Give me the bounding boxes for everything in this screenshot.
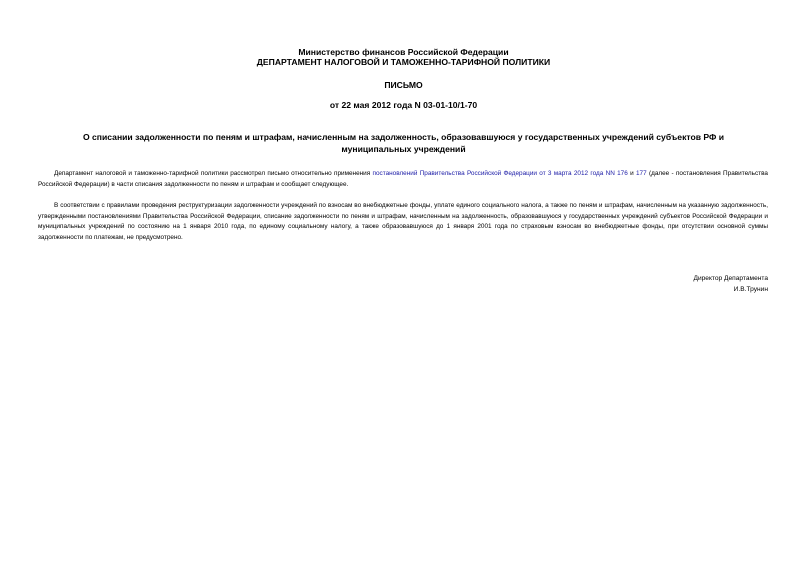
document-title: О списании задолженности по пеням и штрафам, начисленным на задолженность, образовавшуюся у государственных учреждений субъектов РФ и муниципальных учреждений [82, 132, 725, 154]
link-resolutions-176[interactable]: постановлений Правительства Российской Федерации от 3 марта 2012 года NN 176 [372, 170, 628, 177]
document-type: ПИСЬМО [384, 80, 423, 90]
department-name: ДЕПАРТАМЕНТ НАЛОГОВОЙ И ТАМОЖЕННО-ТАРИФНОЙ ПОЛИТИКИ [256, 57, 551, 67]
ministry-name: Министерство финансов Российской Федерации [298, 47, 509, 57]
paragraph-1 [38, 169, 768, 190]
signature-position: Директор Департамента [693, 275, 768, 282]
document-date-number: от 22 мая 2012 года N 03-01-10/1-70 [329, 100, 478, 110]
link-resolution-177[interactable]: 177 [635, 170, 647, 177]
signature-name: И.В.Трунин [733, 286, 768, 293]
paragraph-1-text-end: (далее - постановления Правительства Российской Федерации) в части списания задолженности по пеням и штрафам и сообщает следующее. [38, 170, 768, 188]
paragraph-1-text-middle: и [627, 170, 636, 177]
paragraph-2: В соответствии с правилами проведения реструктуризации задолженности учреждений по взносам во внебюджетные фонды, уплате единого социального налога, а также по пеням и штрафам, начисленным на указанную задолженность, утвержденными постановлениями Правительства Российской Федерации, списание задолженности по пеням и штрафам, начисленным на задолженность, образовавшуюся у государственных учреждений субъектов Российской Федерации и муниципальных учреждений по состоянию на 1 января 2010 года, по единому социальному налогу, а также образовавшуюся до 1 января 2001 года по страховым взносам во внебюджетные фонды, при отсутствии основной суммы задолженности по платежам, не предусмотрено. [38, 202, 768, 242]
paragraph-1-text-start: Департамент налоговой и таможенно-тарифной политики рассмотрел письмо относительно применения [54, 170, 373, 177]
